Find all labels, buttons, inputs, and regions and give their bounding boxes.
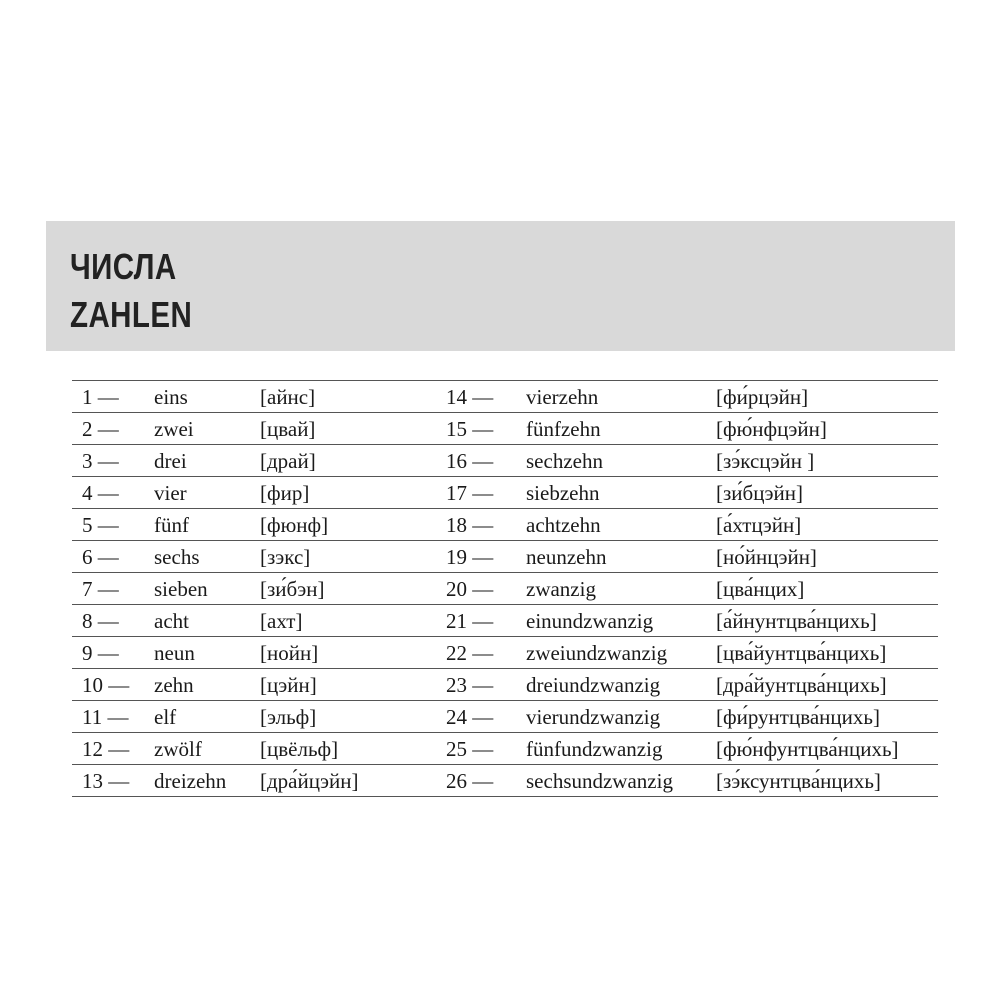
number-cell: 2 — — [82, 416, 119, 441]
german-word-cell: einundzwanzig — [526, 608, 654, 633]
german-word-cell: sieben — [154, 576, 208, 601]
german-word-cell: sechzehn — [526, 448, 603, 473]
transcription-cell: [зи́бэн] — [260, 576, 325, 601]
transcription-cell: [ахт] — [260, 608, 303, 633]
number-cell: 1 — — [82, 384, 119, 409]
german-word-cell: zweiundzwanzig — [526, 640, 668, 665]
transcription-cell: [фи́рцэйн] — [716, 384, 809, 409]
transcription-cell: [зэ́ксцэйн ] — [716, 448, 815, 473]
table-row — [72, 733, 938, 765]
number-cell: 16 — — [446, 448, 494, 473]
numbers-table-body — [72, 381, 938, 797]
table-row — [72, 381, 938, 413]
number-cell: 17 — — [446, 480, 494, 505]
transcription-cell: [но́йнцэйн] — [716, 544, 817, 569]
header-band — [46, 221, 955, 351]
transcription-cell: [цва́нцих] — [716, 576, 805, 601]
number-cell: 15 — — [446, 416, 494, 441]
table-row — [72, 413, 938, 445]
number-cell: 5 — — [82, 512, 119, 537]
number-cell: 21 — — [446, 608, 494, 633]
transcription-cell: [дра́йцэйн] — [260, 768, 359, 793]
german-word-cell: eins — [154, 384, 188, 409]
table-row — [72, 605, 938, 637]
number-cell: 23 — — [446, 672, 494, 697]
number-cell: 6 — — [82, 544, 119, 569]
transcription-cell: [зи́бцэйн] — [716, 480, 803, 505]
german-word-cell: achtzehn — [526, 512, 601, 537]
german-word-cell: dreizehn — [154, 768, 227, 793]
transcription-cell: [фюнф] — [260, 512, 329, 537]
number-cell: 7 — — [82, 576, 119, 601]
number-cell: 24 — — [446, 704, 494, 729]
transcription-cell: [зэ́ксунтцва́нцихь] — [716, 768, 881, 793]
transcription-cell: [драй] — [260, 448, 316, 473]
german-word-cell: fünfzehn — [526, 416, 601, 441]
transcription-cell: [цэйн] — [260, 672, 317, 697]
transcription-cell: [фю́нфцэйн] — [716, 416, 827, 441]
number-cell: 26 — — [446, 768, 494, 793]
number-cell: 8 — — [82, 608, 119, 633]
number-cell: 12 — — [82, 736, 130, 761]
german-word-cell: dreiundzwanzig — [526, 672, 661, 697]
german-word-cell: sechsundzwanzig — [526, 768, 673, 793]
transcription-cell: [а́йнунтцва́нцихь] — [716, 608, 877, 633]
number-cell: 19 — — [446, 544, 494, 569]
german-word-cell: vierzehn — [526, 384, 599, 409]
table-row — [72, 701, 938, 733]
german-word-cell: zehn — [154, 672, 194, 697]
number-cell: 14 — — [446, 384, 494, 409]
table-row — [72, 477, 938, 509]
number-cell: 11 — — [82, 704, 129, 729]
number-cell: 9 — — [82, 640, 119, 665]
number-cell: 13 — — [82, 768, 130, 793]
page-title-german: ZAHLEN — [70, 294, 193, 335]
numbers-table — [72, 380, 938, 797]
number-cell: 3 — — [82, 448, 119, 473]
german-word-cell: zwanzig — [526, 576, 596, 601]
transcription-cell: [фи́рунтцва́нцихь] — [716, 704, 880, 729]
german-word-cell: zwei — [154, 416, 194, 441]
transcription-cell: [а́хтцэйн] — [716, 512, 802, 537]
transcription-cell: [зэкс] — [260, 544, 311, 569]
number-cell: 20 — — [446, 576, 494, 601]
german-word-cell: fünfundzwanzig — [526, 736, 663, 761]
transcription-cell: [нойн] — [260, 640, 319, 665]
transcription-cell: [цвёльф] — [260, 736, 339, 761]
transcription-cell: [фю́нфунтцва́нцихь] — [716, 736, 899, 761]
transcription-cell: [айнс] — [260, 384, 316, 409]
german-word-cell: neun — [154, 640, 195, 665]
german-word-cell: neunzehn — [526, 544, 607, 569]
transcription-cell: [цва́йунтцва́нцихь] — [716, 640, 887, 665]
number-cell: 4 — — [82, 480, 119, 505]
german-word-cell: siebzehn — [526, 480, 600, 505]
german-word-cell: vier — [154, 480, 187, 505]
table-row — [72, 445, 938, 477]
german-word-cell: drei — [154, 448, 187, 473]
table-row — [72, 765, 938, 797]
transcription-cell: [фир] — [260, 480, 310, 505]
german-word-cell: zwölf — [154, 736, 202, 761]
transcription-cell: [эльф] — [260, 704, 317, 729]
transcription-cell: [дра́йунтцва́нцихь] — [716, 672, 887, 697]
german-word-cell: acht — [154, 608, 189, 633]
german-word-cell: elf — [154, 704, 177, 729]
table-row — [72, 541, 938, 573]
german-word-cell: sechs — [154, 544, 200, 569]
page-title-russian: ЧИСЛА — [70, 246, 177, 287]
transcription-cell: [цвай] — [260, 416, 316, 441]
german-word-cell: vierundzwanzig — [526, 704, 661, 729]
table-row — [72, 637, 938, 669]
table-row — [72, 669, 938, 701]
number-cell: 25 — — [446, 736, 494, 761]
german-word-cell: fünf — [154, 512, 189, 537]
table-row — [72, 573, 938, 605]
number-cell: 18 — — [446, 512, 494, 537]
number-cell: 10 — — [82, 672, 130, 697]
table-row — [72, 509, 938, 541]
number-cell: 22 — — [446, 640, 494, 665]
